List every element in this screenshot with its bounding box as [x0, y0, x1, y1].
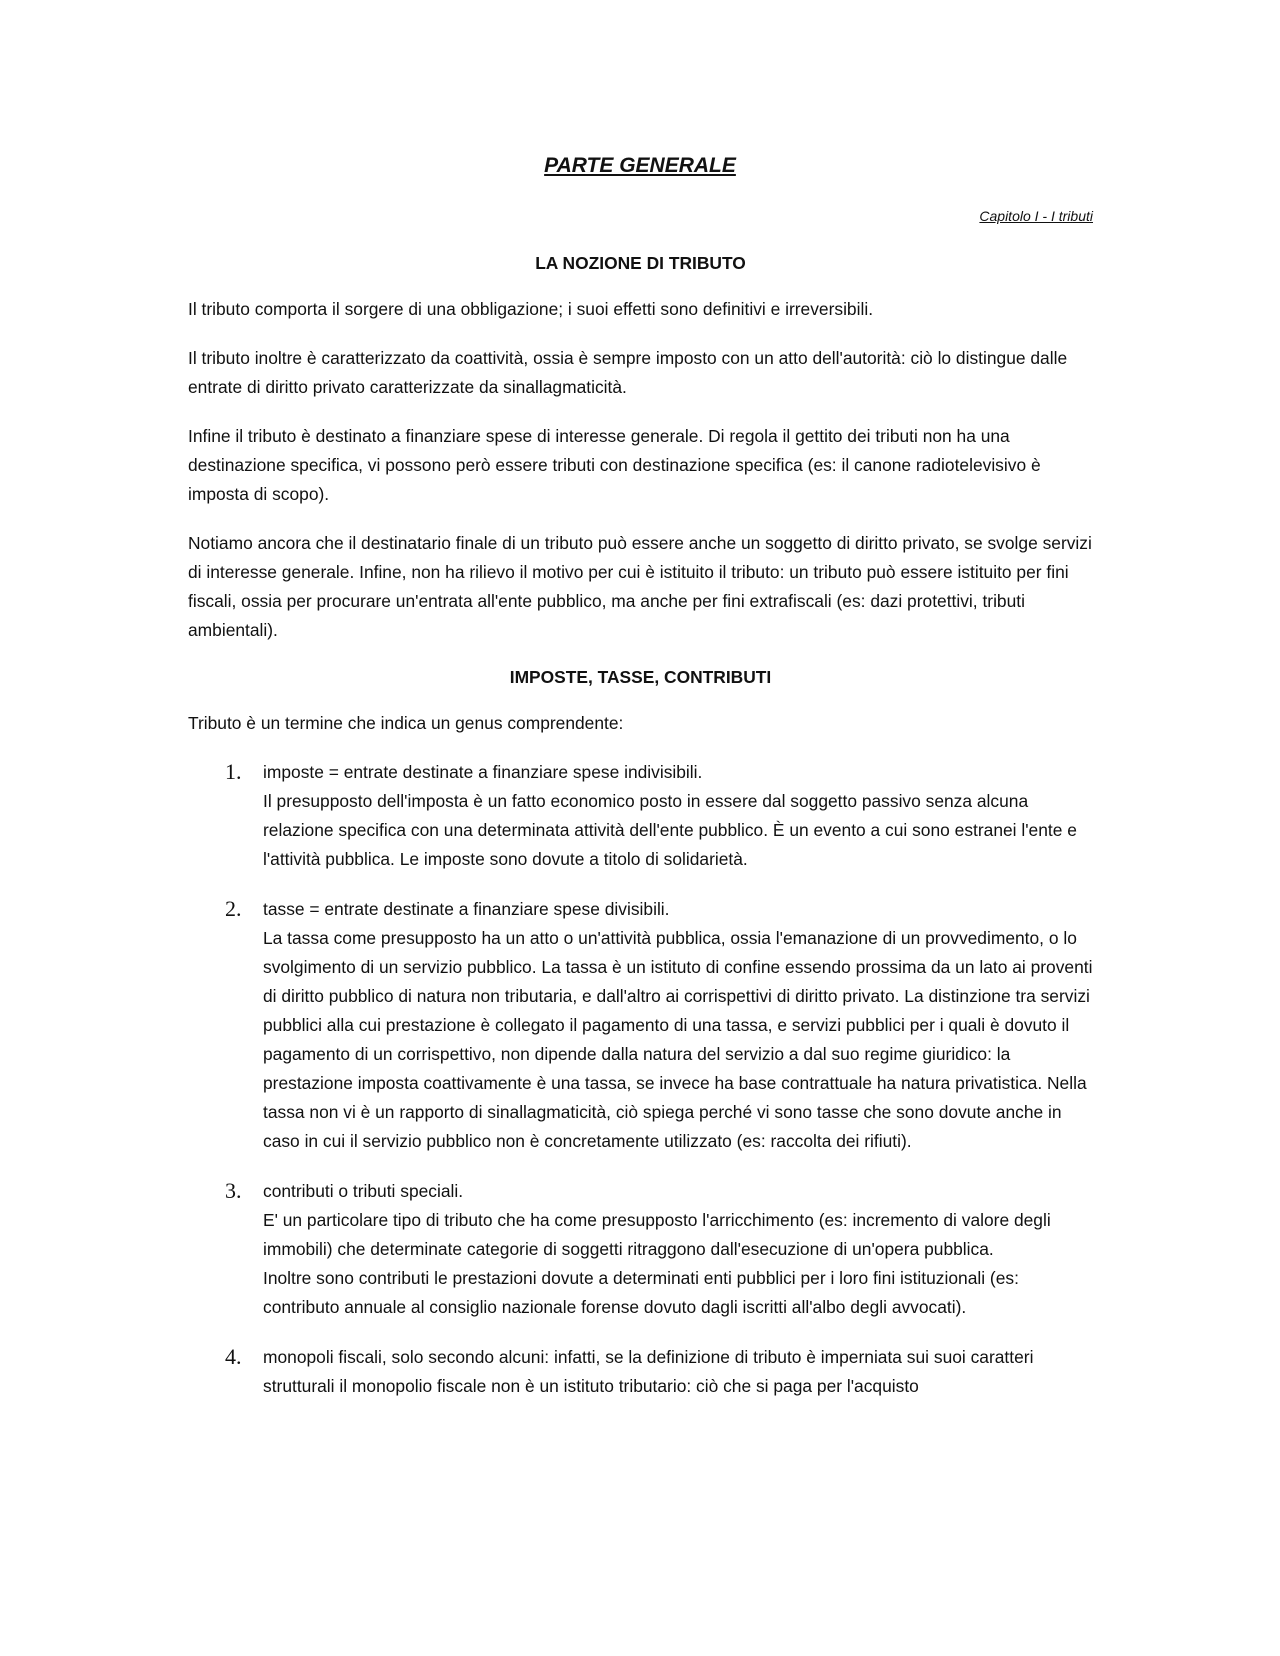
tribute-types-list: [225, 758, 1093, 1401]
item-title: imposte = entrate destinate a finanziare spese indivisibili.: [263, 762, 703, 782]
page-title: PARTE GENERALE: [544, 154, 736, 177]
list-number: 4.: [225, 1344, 242, 1369]
list-item: [225, 895, 1093, 1156]
item-text: Inoltre sono contributi le prestazioni dovute a determinati enti pubblici per i loro fini istituzionali (es: contributo annuale al consiglio nazionale forense dovuto dagli iscritti all'albo degli avvocati).: [263, 1268, 1019, 1317]
list-item: [225, 1343, 1093, 1401]
document-body: [188, 251, 1093, 1422]
paragraph: Il tributo inoltre è caratterizzato da coattività, ossia è sempre imposto con un atto dell'autorità: ciò lo distingue dalle entrate di diritto privato caratterizzate da sinallagmaticità.: [188, 348, 1068, 397]
list-number: 2.: [225, 896, 242, 921]
item-text: monopoli fiscali, solo secondo alcuni: infatti, se la definizione di tributo è imperniata sui suoi caratteri strutturali il monopolio fiscale non è un istituto tributario: ciò che si paga per l'acquisto: [263, 1347, 1034, 1396]
list-number: 3.: [225, 1178, 242, 1203]
item-text: Il presupposto dell'imposta è un fatto economico posto in essere dal soggetto passivo senza alcuna relazione specifica con una determinata attività dell'ente pubblico. È un evento a cui sono estranei l'ente e l'attività pubblica. Le imposte sono dovute a titolo di solidarietà.: [263, 791, 1077, 869]
item-text: La tassa come presupposto ha un atto o un'attività pubblica, ossia l'emanazione di un provvedimento, o lo svolgimento di un servizio pubblico. La tassa è un istituto di confine essendo prossima da un lato ai proventi di diritto pubblico di natura non tributaria, e dall'altro ai corrispettivi di diritto privato. La distinzione tra servizi pubblici alla cui prestazione è collegato il pagamento di una tassa, e servizi pubblici per i quali è dovuto il pagamento di un corrispettivo, non dipende dalla natura del servizio a dal suo regime giuridico: la prestazione imposta coattivamente è una tassa, se invece ha base contrattuale ha natura privatistica. Nella tassa non vi è un rapporto di sinallagmaticità, ciò spiega perché vi sono tasse che sono dovute anche in caso in cui il servizio pubblico non è concretamente utilizzato (es: raccolta dei rifiuti).: [263, 928, 1093, 1151]
paragraph: Infine il tributo è destinato a finanziare spese di interesse generale. Di regola il gettito dei tributi non ha una destinazione specifica, vi possono però essere tributi con destinazione specifica (es: il canone radiotelevisivo è imposta di scopo).: [188, 426, 1041, 504]
paragraph: Notiamo ancora che il destinatario finale di un tributo può essere anche un soggetto di diritto privato, se svolge servizi di interesse generale. Infine, non ha rilievo il motivo per cui è istituito il tributo: un tributo può essere istituito per fini fiscali, ossia per procurare un'entrata all'ente pubblico, ma anche per fini extrafiscali (es: dazi protettivi, tributi ambientali).: [188, 533, 1092, 640]
list-number: 1.: [225, 759, 242, 784]
section-intro: Tributo è un termine che indica un genus comprendente:: [188, 713, 624, 733]
list-item: [225, 1177, 1093, 1322]
list-item: [225, 758, 1093, 874]
section-heading-nozione: LA NOZIONE DI TRIBUTO: [535, 253, 746, 273]
chapter-label: Capitolo I - I tributi: [979, 208, 1093, 224]
item-text: E' un particolare tipo di tributo che ha come presupposto l'arricchimento (es: incremento di valore degli immobili) che determinate categorie di soggetti ritraggono dall'esecuzione di un'opera pubblica.: [263, 1210, 1051, 1259]
paragraph: Il tributo comporta il sorgere di una obbligazione; i suoi effetti sono definitivi e irreversibili.: [188, 299, 874, 319]
item-title: tasse = entrate destinate a finanziare spese divisibili.: [263, 899, 670, 919]
item-title: contributi o tributi speciali.: [263, 1181, 464, 1201]
section-heading-imposte: IMPOSTE, TASSE, CONTRIBUTI: [509, 667, 772, 687]
